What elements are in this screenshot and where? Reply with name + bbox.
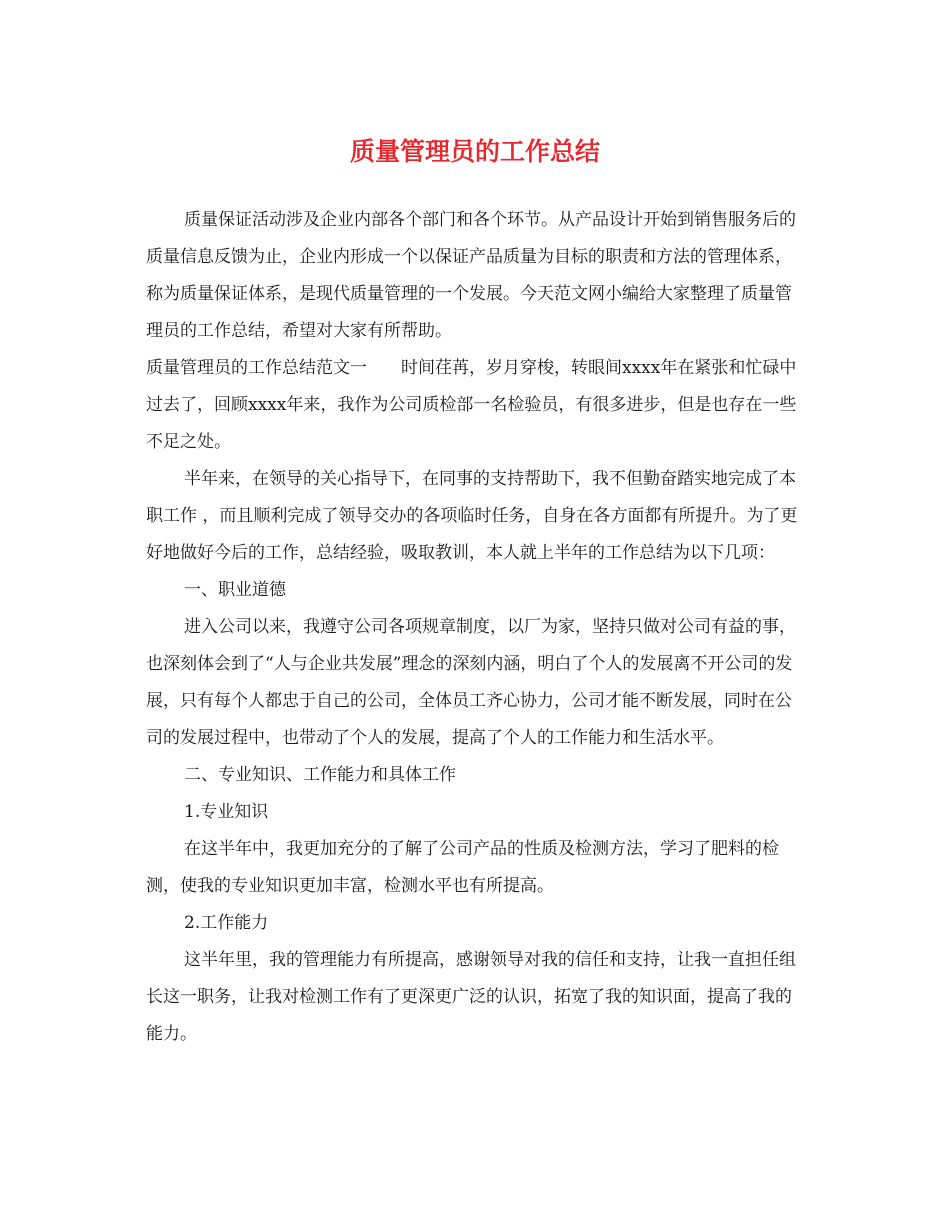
paragraph-ability: 这半年里，我的管理能力有所提高，感谢领导对我的信任和支持，让我一直担任组长这一职务，让我对检测工作有了更深更广泛的认识，拓宽了我的知识面，提高了我的能力。 xyxy=(146,950,796,1044)
subheading-knowledge: 1.专业知识 xyxy=(184,802,269,822)
paragraph-ethics: 进入公司以来，我遵守公司各项规章制度，以厂为家，坚持只做对公司有益的事，也深刻体会到了“人与企业共发展”理念的深刻内涵，明白了个人的发展离不开公司的发展，只有每个人都忠于自己的公司，全体员工齐心协力，公司才能不断发展，同时在公司的发展过程中，也带动了个人的发展，提高了个人的工作能力和生活水平。 xyxy=(146,617,796,748)
document-title: 质量管理员的工作总结 xyxy=(349,137,600,166)
paragraph-half-year: 半年来，在领导的关心指导下，在同事的支持帮助下，我不但勤奋踏实地完成了本职工作 ，而且顺利完成了领导交办的各项临时任务，自身在各方面都有所提升。为了更好地做好今后的工作，总结经验，吸取教训，本人就上半年的工作总结为以下几项： xyxy=(146,469,798,563)
paragraph-intro: 质量保证活动涉及企业内部各个部门和各个环节。从产品设计开始到销售服务后的质量信息反馈为止，企业内形成一个以保证产品质量为目标的职责和方法的管理体系，称为质量保证体系，是现代质量管理的一个发展。今天范文网小编给大家整理了质量管理员的工作总结，希望对大家有所帮助。 xyxy=(146,210,796,341)
section-heading-skills: 二、专业知识、工作能力和具体工作 xyxy=(184,765,456,785)
subheading-ability: 2.工作能力 xyxy=(184,913,269,933)
paragraph-knowledge: 在这半年中，我更加充分的了解了公司产品的性质及检测方法，学习了肥料的检测，使我的专业知识更加丰富，检测水平也有所提高。 xyxy=(146,839,779,896)
paragraph-sample-one: 质量管理员的工作总结范文一 时间荏苒，岁月穿梭，转眼间xxxx年在紧张和忙碌中过去了，回顾xxxx年来，我作为公司质检部一名检验员，有很多进步，但是也存在一些不足之处。 xyxy=(146,358,797,452)
section-heading-ethics: 一、职业道德 xyxy=(184,580,286,600)
document-body xyxy=(146,202,808,1053)
